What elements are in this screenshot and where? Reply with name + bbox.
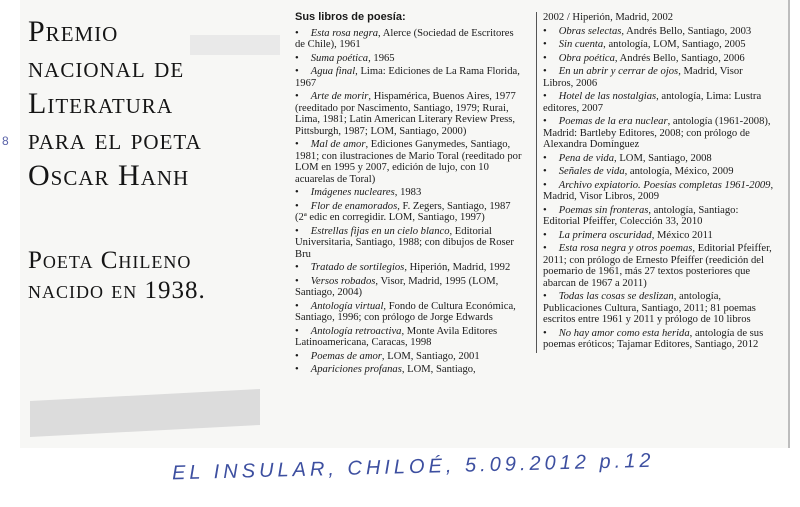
book-title: Archivo expiatorio. Poesías completas 1961-2009: [558, 179, 771, 191]
book-entry: [543, 230, 775, 242]
book-title: Poemas sin fronteras: [558, 204, 649, 216]
book-details: , Hiperión, Madrid, 1992: [404, 262, 511, 273]
bullet-icon: •: [543, 327, 547, 339]
book-details: , antología, LOM, Santiago, 2005: [603, 39, 746, 50]
headline-line: Literatura: [28, 87, 173, 120]
book-entry: [295, 262, 522, 274]
bullet-icon: •: [543, 25, 547, 37]
books-column-1: [295, 12, 522, 378]
book-details: , Ediciones Ganymedes, Santiago, 1981; con ilustraciones de Mario Toral (reeditado por LOM en 1995 y 2007, edición de lujo, con 10 acuarelas de Toral): [295, 139, 522, 185]
book-entry: [295, 187, 522, 199]
bullet-icon: •: [543, 116, 547, 127]
book-title: Poemas de la era nuclear: [558, 116, 668, 127]
book-title: Señales de vida: [558, 166, 625, 177]
book-entry: [543, 12, 775, 24]
book-title: No hay amor como esta herida: [558, 327, 690, 339]
book-entry: [543, 26, 775, 38]
book-details: , Hispamérica, Buenos Aires, 1977 (reeditado por Nascimento, Santiago, 1979; Rurai, Lima, 1981; Latin American Literary Review Press, Pittsburgh, 1987; LOM, Santiago, 2000): [295, 91, 516, 137]
book-entry: [543, 153, 775, 165]
subheadline-line: Poeta Chileno: [28, 247, 192, 274]
bullet-icon: •: [295, 300, 299, 312]
bullet-icon: •: [295, 91, 299, 102]
book-details: , Editorial Pfeiffer, 2011; con prólogo de Ernesto Pfeiffer (reedición del poemario de 1961, más 27 textos posteriores que abarcan de 1967 a 2011): [543, 243, 772, 289]
book-details: , Andrés Bello, Santiago, 2003: [621, 25, 752, 37]
headline-line: nacional de: [28, 51, 185, 84]
book-details: , Editorial Universitaria, Santiago, 1988; con dibujos de Roser Bru: [295, 225, 514, 260]
book-entry: [295, 326, 522, 349]
book-details: , Alerce (Sociedad de Escritores de Chile), 1961: [295, 27, 514, 50]
book-entry: [543, 39, 775, 51]
books-column-2: [536, 12, 775, 353]
bullet-icon: •: [543, 166, 547, 177]
book-title: Obras selectas: [558, 25, 622, 37]
bullet-icon: •: [543, 66, 547, 77]
book-entry: [295, 28, 522, 51]
bullet-icon: •: [543, 179, 547, 191]
handwritten-source-note: EL INSULAR, CHILOÉ, 5.09.2012 p.12: [171, 449, 655, 485]
book-details: , Fondo de Cultura Económica, Santiago, 1996; con prólogo de Jorge Edwards: [295, 300, 516, 323]
bullet-icon: •: [295, 262, 299, 273]
book-entry: [543, 166, 775, 178]
book-title: Estrellas fijas en un cielo blanco: [310, 225, 450, 237]
bullet-icon: •: [295, 66, 299, 77]
book-title: Obra poética: [558, 52, 615, 64]
book-details: , Visor, Madrid, 1995 (LOM, Santiago, 2004): [295, 275, 499, 298]
bullet-icon: •: [295, 27, 299, 39]
book-entry: [295, 301, 522, 324]
book-title: Esta rosa negra y otros poemas: [558, 243, 693, 254]
bullet-icon: •: [295, 52, 299, 64]
book-title: Antología retroactiva: [310, 325, 402, 337]
bullet-icon: •: [543, 243, 547, 254]
book-entry: [295, 226, 522, 261]
book-details: , antología de sus poemas eróticos; Tajamar Editores, Santiago, 2012: [543, 327, 764, 350]
bullet-icon: •: [295, 364, 299, 375]
book-entry: [543, 328, 775, 351]
bullet-icon: •: [543, 291, 547, 302]
bullet-icon: •: [543, 204, 547, 216]
book-title: Sin cuenta: [558, 39, 604, 50]
book-entry: [295, 364, 522, 376]
book-title: Esta rosa negra: [310, 27, 379, 39]
headline-line: para el poeta: [28, 123, 202, 156]
book-entry: [295, 66, 522, 89]
book-entry: [543, 116, 775, 151]
book-title: Imágenes nucleares: [310, 187, 395, 198]
bullet-icon: •: [543, 52, 547, 64]
bullet-icon: •: [295, 187, 299, 198]
book-details: , México 2011: [651, 229, 713, 241]
book-details: , Madrid, Visor Libros, 2006: [543, 66, 743, 89]
book-details: , antología, Lima: Lustra editores, 2007: [543, 91, 762, 114]
book-details: , Madrid, Visor Libros, 2009: [543, 179, 774, 202]
book-details: , F. Zegers, Santiago, 1987 (2ª edic en corregidir. LOM, Santiago, 1997): [295, 200, 511, 223]
book-details: 2002 / Hiperión, Madrid, 2002: [543, 12, 674, 23]
bullet-icon: •: [543, 229, 547, 241]
books-heading: Sus libros de poesía:: [295, 11, 406, 23]
subheadline-line: nacido en 1938.: [28, 277, 206, 304]
book-entry: [295, 201, 522, 224]
book-details: , 1965: [368, 52, 395, 64]
book-details: , antología, Publicaciones Cultura, Santiago, 2011; 81 poemas escritos entre 1961 y 2011 y prólogo de 10 libros: [543, 291, 756, 325]
margin-mark: 8: [2, 134, 9, 148]
book-details: , antología (1961-2008), Madrid: Bartleby Editores, 2008; con prólogo de Alexandra Domínguez: [543, 116, 771, 150]
book-entry: [543, 243, 775, 289]
book-details: , antología, Santiago: Editorial Pfeiffer, Colección 33, 2010: [543, 204, 739, 227]
bullet-icon: •: [543, 39, 547, 50]
book-entry: [543, 53, 775, 65]
book-title: Pena de vida: [558, 152, 615, 164]
newspaper-clipping: [20, 0, 790, 448]
bullet-icon: •: [543, 91, 547, 102]
book-title: Mal de amor: [310, 139, 366, 150]
book-title: Versos robados: [310, 275, 376, 287]
book-title: Hotel de las nostalgias: [558, 91, 657, 102]
book-entry: [295, 53, 522, 65]
book-title: La primera oscuridad: [558, 229, 652, 241]
book-title: En un abrir y cerrar de ojos: [558, 66, 679, 77]
book-entry: [543, 180, 775, 203]
book-details: , Monte Avila Editores Latinoamericana, Caracas, 1998: [295, 325, 498, 348]
book-entry: [543, 91, 775, 114]
book-title: Tratado de sortilegios: [310, 262, 405, 273]
book-details: , antología, México, 2009: [624, 166, 734, 177]
book-title: Suma poética: [310, 52, 369, 64]
book-details: , LOM, Santiago,: [401, 364, 476, 375]
bullet-icon: •: [295, 275, 299, 287]
book-title: Agua final: [310, 66, 356, 77]
book-details: , Lima: Ediciones de La Rama Florida, 1967: [295, 66, 520, 89]
headline: [28, 14, 288, 194]
book-entry: [295, 351, 522, 363]
bullet-icon: •: [543, 152, 547, 164]
bullet-icon: •: [295, 200, 299, 212]
book-details: , 1983: [394, 187, 422, 198]
subheadline: [28, 246, 288, 306]
bullet-icon: •: [295, 325, 299, 337]
book-details: , LOM, Santiago, 2008: [614, 152, 712, 164]
headline-line: Premio: [28, 15, 119, 48]
book-entry: [543, 291, 775, 326]
book-entry: [543, 66, 775, 89]
book-details: , Andrés Bello, Santiago, 2006: [614, 52, 745, 64]
book-entry: [295, 276, 522, 299]
book-title: Arte de morir: [310, 91, 369, 102]
book-title: Antología virtual: [310, 300, 384, 312]
book-title: Todas las cosas se deslizan: [558, 291, 674, 302]
book-title: Poemas de amor: [310, 350, 382, 362]
headline-line: Oscar Hanh: [28, 159, 190, 192]
book-details: , LOM, Santiago, 2001: [381, 350, 480, 362]
book-title: Apariciones profanas: [310, 364, 402, 375]
bullet-icon: •: [295, 225, 299, 237]
book-entry: [295, 91, 522, 137]
bullet-icon: •: [295, 139, 299, 150]
book-entry: [295, 139, 522, 185]
book-entry: [543, 205, 775, 228]
book-title: Flor de enamorados: [310, 200, 398, 212]
bullet-icon: •: [295, 350, 299, 362]
